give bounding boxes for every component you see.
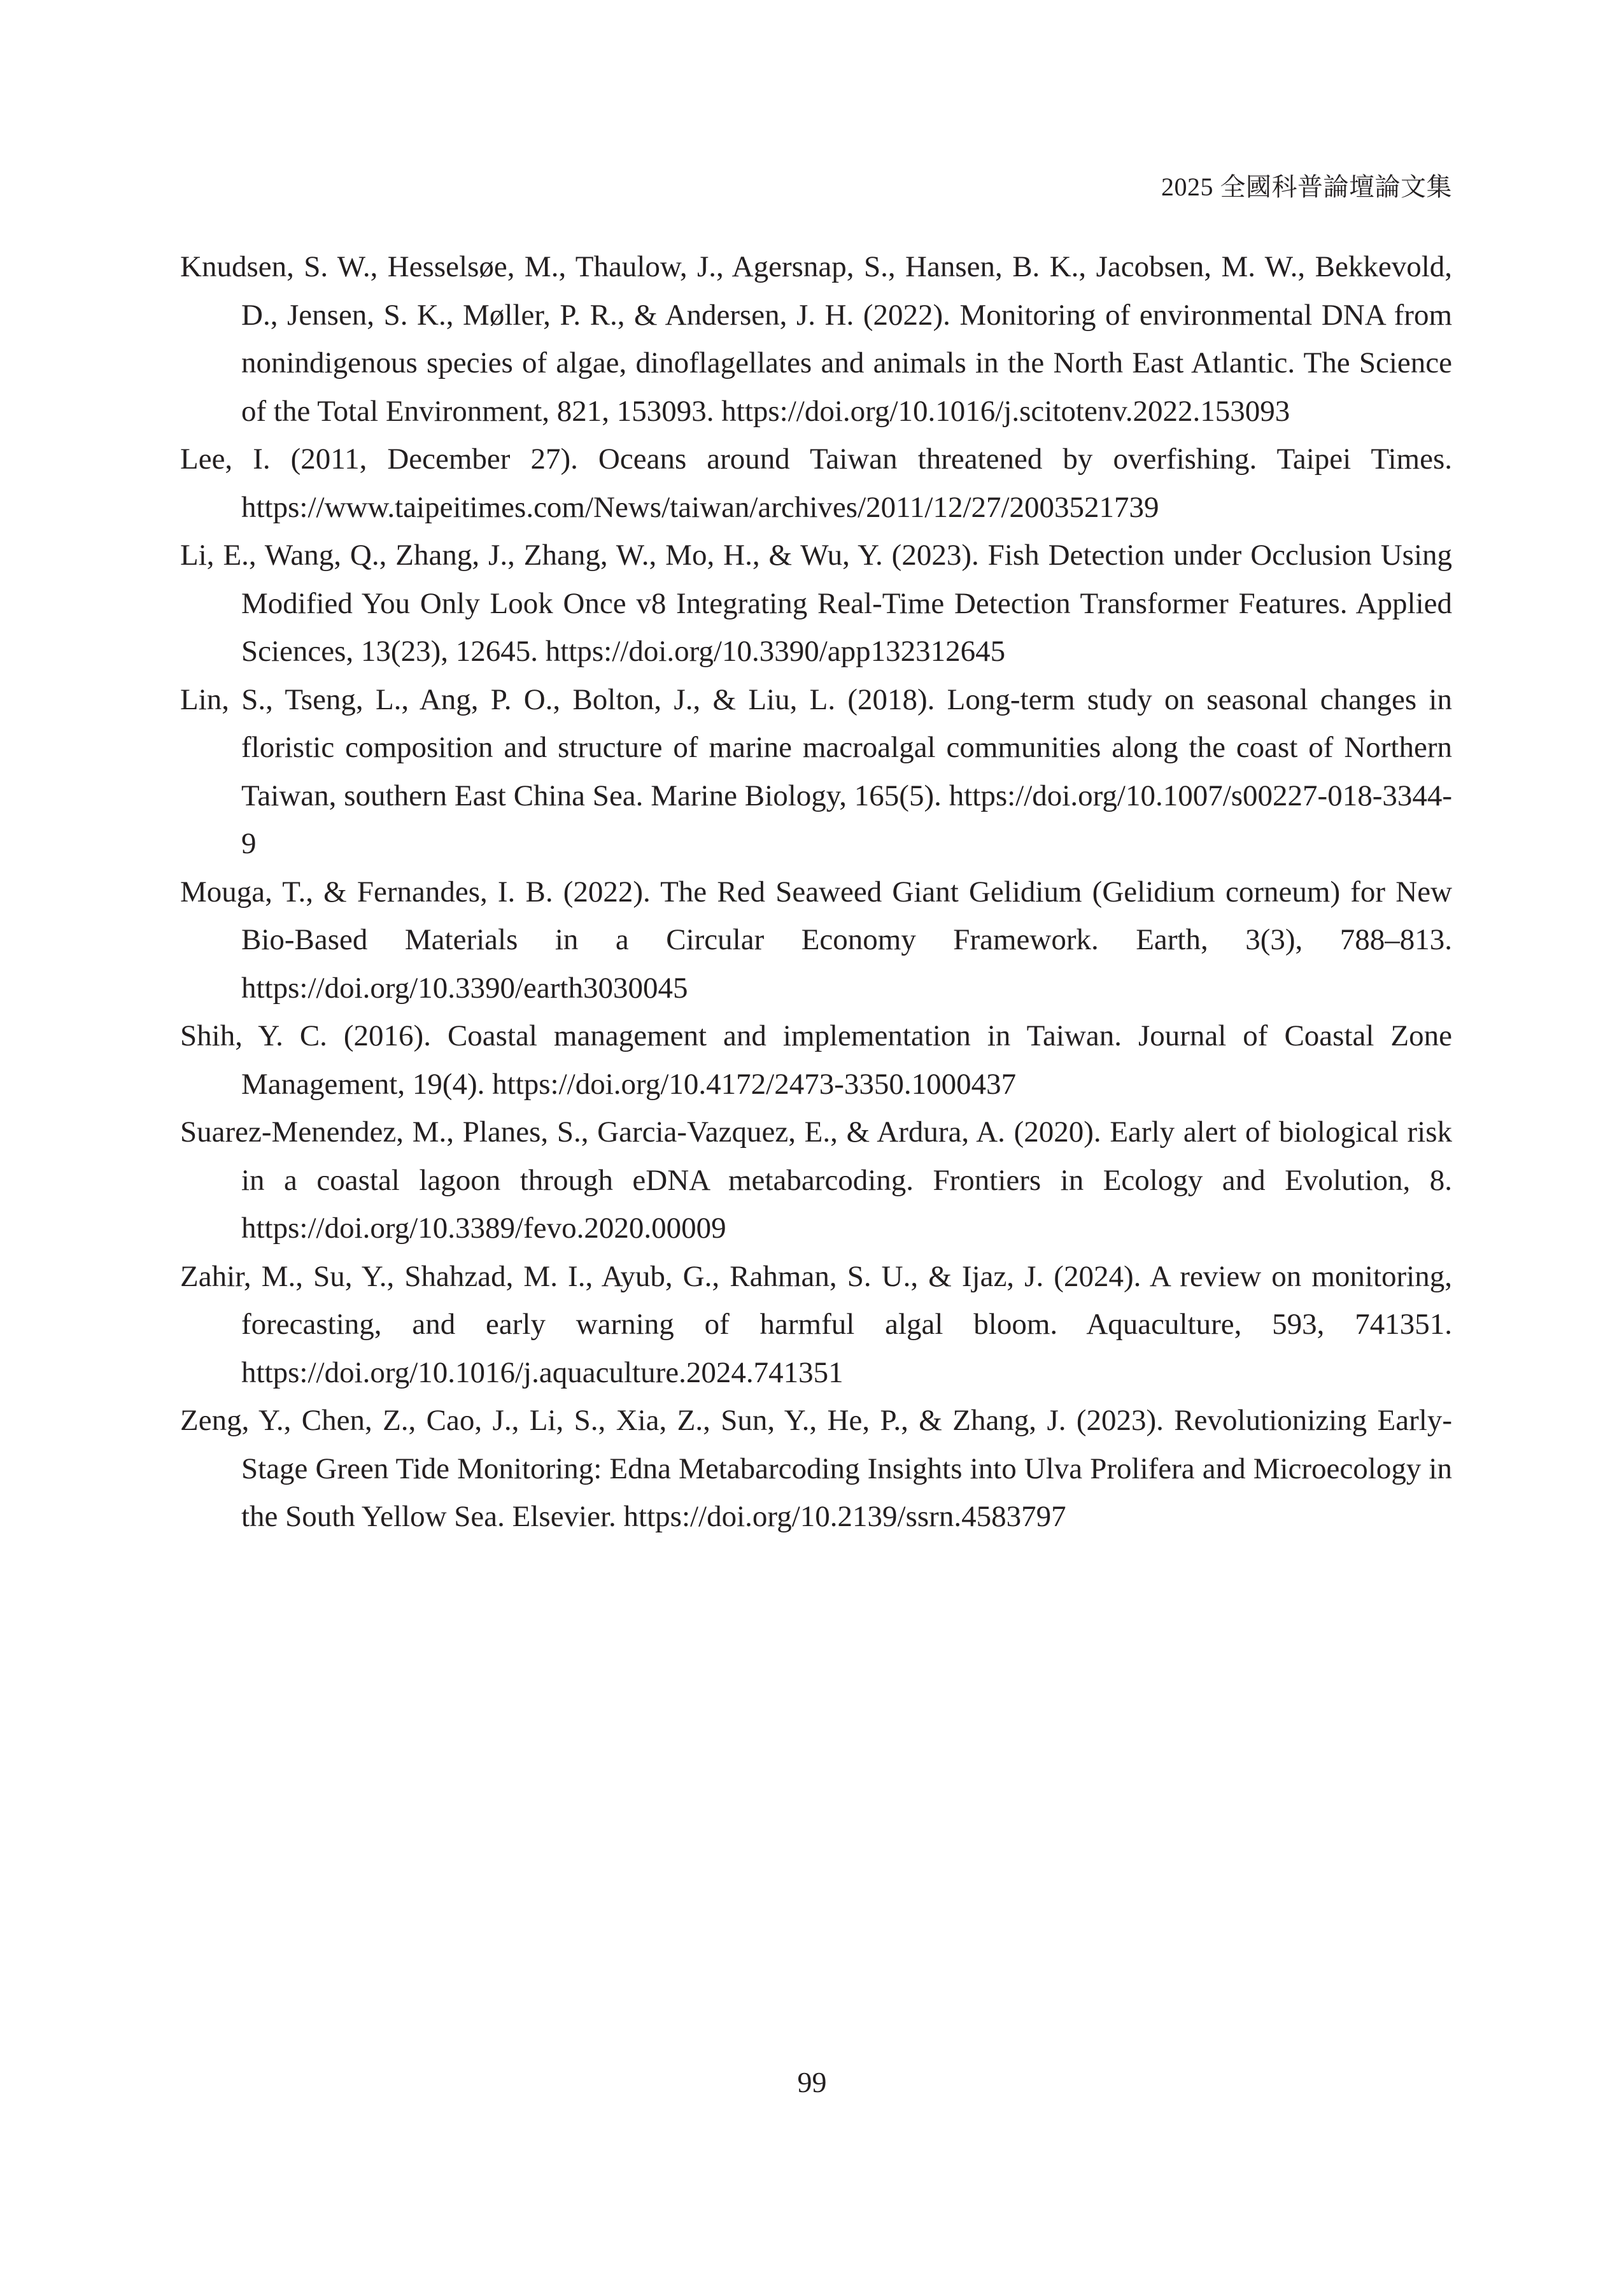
reference-entry: Lee, I. (2011, December 27). Oceans around Taiwan threatened by overfishing. Taipei Times. https://www.taipeitimes.com/News/taiwan/archives/2011/12/27/2003521739 (180, 442, 1452, 524)
reference-entry: Suarez-Menendez, M., Planes, S., Garcia-Vazquez, E., & Ardura, A. (2020). Early alert of biological risk in a coastal lagoon through eDNA metabarcoding. Frontiers in Ecology and Evolution, 8. https://doi.org/10.3389/fevo.2020.00009 (180, 1115, 1452, 1245)
page-number: 99 (797, 2066, 827, 2098)
reference-entry: Zeng, Y., Chen, Z., Cao, J., Li, S., Xia, Z., Sun, Y., He, P., & Zhang, J. (2023). Revolutionizing Early-Stage Green Tide Monitoring: Edna Metabarcoding Insights into Ulva Prolifera and Microecology in the South Yellow Sea. Elsevier. https://doi.org/10.2139/ssrn.4583797 (180, 1404, 1452, 1533)
reference-entry: Li, E., Wang, Q., Zhang, J., Zhang, W., Mo, H., & Wu, Y. (2023). Fish Detection under Occlusion Using Modified You Only Look Once v8 Integrating Real-Time Detection Transformer Features. Applied Sciences, 13(23), 12645. https://doi.org/10.3390/app132312645 (180, 539, 1452, 668)
reference-entry: Lin, S., Tseng, L., Ang, P. O., Bolton, J., & Liu, L. (2018). Long-term study on seasonal changes in floristic composition and structure of marine macroalgal communities along the coast of Northern Taiwan, southern East China Sea. Marine Biology, 165(5). https://doi.org/10.1007/s00227-018-3344-9 (180, 683, 1452, 860)
reference-list (180, 243, 1452, 1541)
reference-entry: Mouga, T., & Fernandes, I. B. (2022). The Red Seaweed Giant Gelidium (Gelidium corneum) for New Bio-Based Materials in a Circular Economy Framework. Earth, 3(3), 788–813. https://doi.org/10.3390/earth3030045 (180, 875, 1452, 1005)
reference-entry: Knudsen, S. W., Hesselsøe, M., Thaulow, J., Agersnap, S., Hansen, B. K., Jacobsen, M. W., Bekkevold, D., Jensen, S. K., Møller, P. R., & Andersen, J. H. (2022). Monitoring of environmental DNA from nonindigenous species of algae, dinoflagellates and animals in the North East Atlantic. The Science of the Total Environment, 821, 153093. https://doi.org/10.1016/j.scitotenv.2022.153093 (180, 250, 1452, 428)
running-header: 2025 全國科普論壇論文集 (1161, 173, 1452, 201)
reference-entry: Zahir, M., Su, Y., Shahzad, M. I., Ayub, G., Rahman, S. U., & Ijaz, J. (2024). A review on monitoring, forecasting, and early warning of harmful algal bloom. Aquaculture, 593, 741351. https://doi.org/10.1016/j.aquaculture.2024.741351 (180, 1259, 1452, 1389)
reference-entry: Shih, Y. C. (2016). Coastal management and implementation in Taiwan. Journal of Coastal Zone Management, 19(4). https://doi.org/10.4172/2473-3350.1000437 (180, 1019, 1452, 1101)
